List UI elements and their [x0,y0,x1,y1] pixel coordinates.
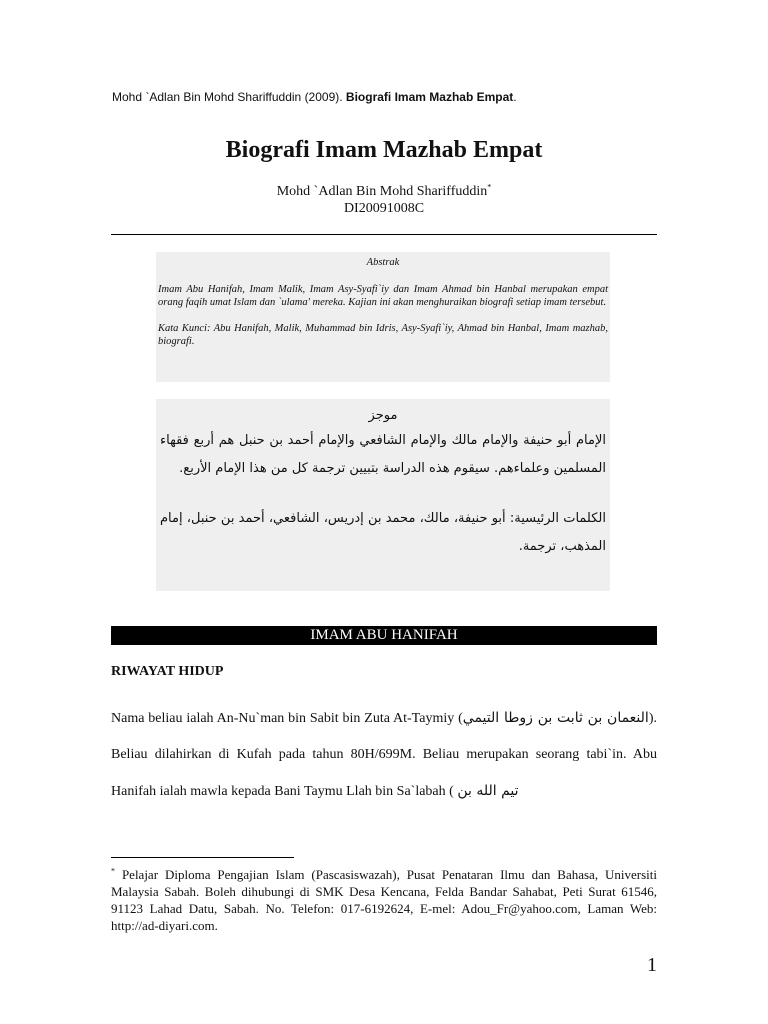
paper-title: Biografi Imam Mazhab Empat [225,137,543,163]
abstract-keywords: Kata Kunci: Abu Hanifah, Malik, Muhammad bin Idris, Asy-Syafi`iy, Ahmad bin Hanbal, Imam mazhab, biografi. [158,323,608,347]
author-footnote-mark: * [487,182,492,192]
page-number: 1 [647,954,657,976]
author-name: Mohd `Adlan Bin Mohd Shariffuddin [276,184,488,199]
abstract-box [156,252,610,382]
author-id: DI20091008C [343,201,425,216]
abstract-heading: Abstrak [366,257,400,268]
footnote-mark: * [111,866,115,876]
para-part2: ). Beliau dilahirkan di Kufah pada tahun 80H/699M. Beliau merupakan seorang tabi`in. Abu Hanifah ialah mawla kepada Bani Taymu Llah bin Sa`labah ( [111,711,657,799]
body-paragraph [111,700,657,810]
title-divider [111,234,657,235]
citation-header [112,90,517,104]
citation-prefix: Mohd `Adlan Bin Mohd Shariffuddin (2009). [112,90,346,104]
arabic-abstract-body: الإمام أبو حنيفة والإمام مالك والإمام الشافعي والإمام أحمد بن حنبل هم أربع فقهاء المسلمين وعلماءهم. سيقوم هذه الدراسة بتبيين ترجمة كل من هذا الإمام الأربع. [160,433,606,476]
abstract-body: Imam Abu Hanifah, Imam Malik, Imam Asy-Syafi`iy dan Imam Ahmad bin Hanbal merupakan empat orang faqih umat Islam dan `ulama' mereka. Kajian ini akan menghuraikan biografi setiap imam tersebut. [158,284,608,308]
citation-title: Biografi Imam Mazhab Empat [345,90,514,104]
footnote [111,866,657,934]
arabic-name: النعمان بن ثابت بن زوطا التيمي [462,710,649,726]
footnote-text: Pelajar Diploma Pengajian Islam (Pascasiswazah), Pusat Penataran Ilmu dan Bahasa, Universiti Malaysia Sabah. Boleh dihubungi di SMK Desa Kencana, Felda Bandar Sahabat, Peti Surat 61546, 91123 Lahad Datu, Sabah. No. Telefon: 017-6192624, E-mel: Adou_Fr@yahoo.com, Laman Web: http://ad-diyari.com. [111,867,657,933]
footnote-divider [111,857,294,858]
arabic-abstract-box [156,399,610,591]
arabic-tribe: تيم الله بن [457,783,519,799]
arabic-abstract-keywords: الكلمات الرئيسية: أبو حنيفة، مالك، محمد بن إدريس، الشافعي، أحمد بن حنبل، إمام المذهب، ترجمة. [160,511,606,554]
author-block [0,183,768,217]
citation-suffix: . [513,90,517,104]
arabic-abstract-heading: موجز [368,408,398,423]
para-part1: Nama beliau ialah An-Nu`man bin Sabit bin Zuta At-Taymiy ( [111,711,463,726]
section-subheading: RIWAYAT HIDUP [111,664,224,679]
section-title-bar: IMAM ABU HANIFAH [111,626,657,645]
